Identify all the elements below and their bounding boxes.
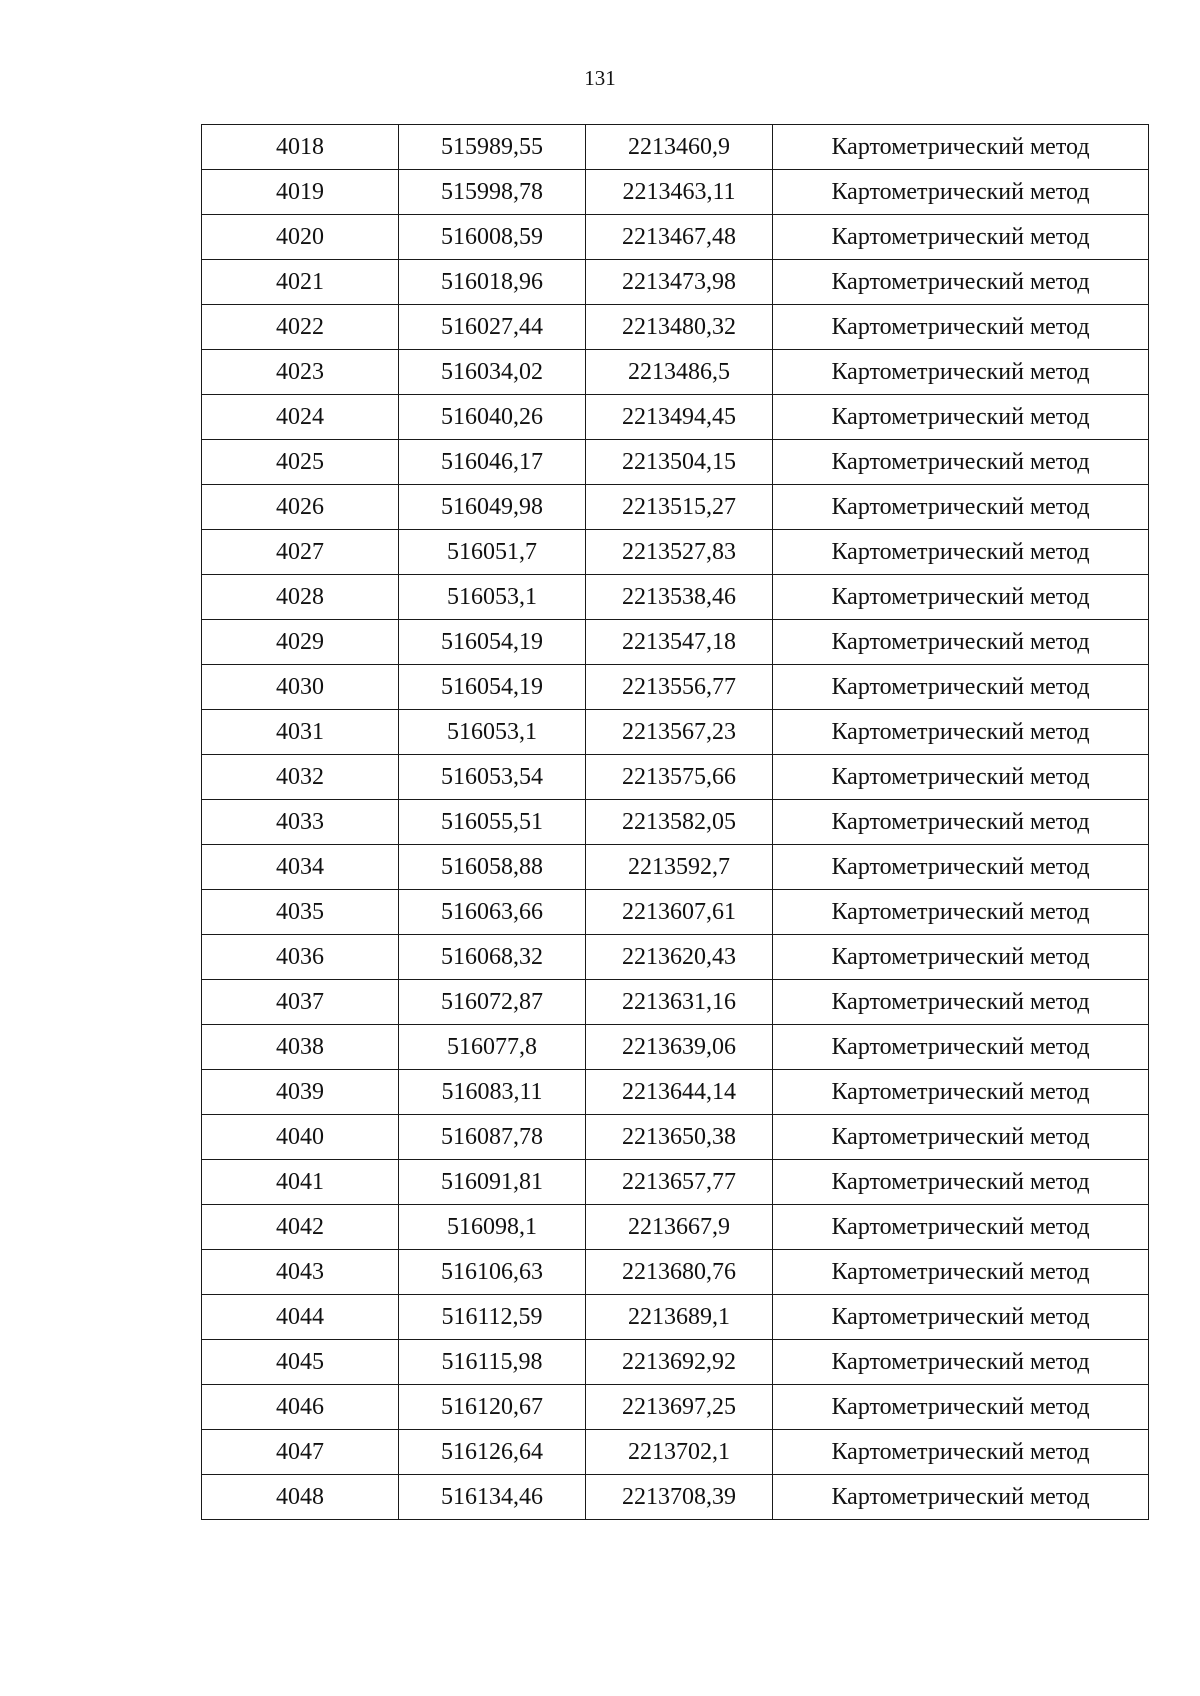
table-row (202, 1250, 1149, 1295)
method-cell: Картометрический метод (773, 575, 1149, 620)
method-cell: Картометрический метод (773, 1295, 1149, 1340)
table-row (202, 620, 1149, 665)
method-cell: Картометрический метод (773, 845, 1149, 890)
table-row (202, 215, 1149, 260)
x-coordinate-cell: 516077,8 (399, 1025, 586, 1070)
y-coordinate-cell: 2213547,18 (586, 620, 773, 665)
y-coordinate-cell: 2213620,43 (586, 935, 773, 980)
point-number-cell: 4024 (202, 395, 399, 440)
x-coordinate-cell: 516046,17 (399, 440, 586, 485)
table-row (202, 935, 1149, 980)
x-coordinate-cell: 516063,66 (399, 890, 586, 935)
table-row (202, 1475, 1149, 1520)
y-coordinate-cell: 2213473,98 (586, 260, 773, 305)
coordinates-table (201, 124, 1149, 1520)
x-coordinate-cell: 516072,87 (399, 980, 586, 1025)
y-coordinate-cell: 2213504,15 (586, 440, 773, 485)
table-row (202, 1115, 1149, 1160)
table-row (202, 395, 1149, 440)
y-coordinate-cell: 2213463,11 (586, 170, 773, 215)
method-cell: Картометрический метод (773, 980, 1149, 1025)
table-row (202, 980, 1149, 1025)
x-coordinate-cell: 516058,88 (399, 845, 586, 890)
x-coordinate-cell: 516115,98 (399, 1340, 586, 1385)
x-coordinate-cell: 516018,96 (399, 260, 586, 305)
table-row (202, 800, 1149, 845)
y-coordinate-cell: 2213582,05 (586, 800, 773, 845)
method-cell: Картометрический метод (773, 350, 1149, 395)
point-number-cell: 4047 (202, 1430, 399, 1475)
table-row (202, 170, 1149, 215)
x-coordinate-cell: 516112,59 (399, 1295, 586, 1340)
point-number-cell: 4031 (202, 710, 399, 755)
method-cell: Картометрический метод (773, 1115, 1149, 1160)
table-row (202, 1295, 1149, 1340)
point-number-cell: 4043 (202, 1250, 399, 1295)
y-coordinate-cell: 2213556,77 (586, 665, 773, 710)
method-cell: Картометрический метод (773, 800, 1149, 845)
point-number-cell: 4023 (202, 350, 399, 395)
point-number-cell: 4039 (202, 1070, 399, 1115)
table-row (202, 485, 1149, 530)
y-coordinate-cell: 2213702,1 (586, 1430, 773, 1475)
x-coordinate-cell: 516126,64 (399, 1430, 586, 1475)
table-row (202, 1160, 1149, 1205)
method-cell: Картометрический метод (773, 665, 1149, 710)
y-coordinate-cell: 2213527,83 (586, 530, 773, 575)
point-number-cell: 4045 (202, 1340, 399, 1385)
point-number-cell: 4044 (202, 1295, 399, 1340)
method-cell: Картометрический метод (773, 305, 1149, 350)
y-coordinate-cell: 2213692,92 (586, 1340, 773, 1385)
method-cell: Картометрический метод (773, 485, 1149, 530)
table-row (202, 1430, 1149, 1475)
point-number-cell: 4042 (202, 1205, 399, 1250)
y-coordinate-cell: 2213697,25 (586, 1385, 773, 1430)
method-cell: Картометрический метод (773, 395, 1149, 440)
table-row (202, 125, 1149, 170)
x-coordinate-cell: 516091,81 (399, 1160, 586, 1205)
y-coordinate-cell: 2213607,61 (586, 890, 773, 935)
table-row (202, 710, 1149, 755)
point-number-cell: 4041 (202, 1160, 399, 1205)
method-cell: Картометрический метод (773, 890, 1149, 935)
y-coordinate-cell: 2213680,76 (586, 1250, 773, 1295)
x-coordinate-cell: 515998,78 (399, 170, 586, 215)
y-coordinate-cell: 2213708,39 (586, 1475, 773, 1520)
coordinates-table-body (202, 125, 1149, 1520)
y-coordinate-cell: 2213467,48 (586, 215, 773, 260)
x-coordinate-cell: 516083,11 (399, 1070, 586, 1115)
y-coordinate-cell: 2213689,1 (586, 1295, 773, 1340)
method-cell: Картометрический метод (773, 1250, 1149, 1295)
point-number-cell: 4020 (202, 215, 399, 260)
table-row (202, 530, 1149, 575)
x-coordinate-cell: 516053,1 (399, 575, 586, 620)
point-number-cell: 4025 (202, 440, 399, 485)
point-number-cell: 4048 (202, 1475, 399, 1520)
x-coordinate-cell: 516087,78 (399, 1115, 586, 1160)
y-coordinate-cell: 2213494,45 (586, 395, 773, 440)
x-coordinate-cell: 516053,54 (399, 755, 586, 800)
method-cell: Картометрический метод (773, 215, 1149, 260)
point-number-cell: 4046 (202, 1385, 399, 1430)
y-coordinate-cell: 2213657,77 (586, 1160, 773, 1205)
y-coordinate-cell: 2213538,46 (586, 575, 773, 620)
table-row (202, 1070, 1149, 1115)
point-number-cell: 4033 (202, 800, 399, 845)
method-cell: Картометрический метод (773, 170, 1149, 215)
method-cell: Картометрический метод (773, 125, 1149, 170)
method-cell: Картометрический метод (773, 1340, 1149, 1385)
x-coordinate-cell: 516120,67 (399, 1385, 586, 1430)
method-cell: Картометрический метод (773, 530, 1149, 575)
table-row (202, 845, 1149, 890)
point-number-cell: 4027 (202, 530, 399, 575)
table-row (202, 890, 1149, 935)
point-number-cell: 4018 (202, 125, 399, 170)
page-number: 131 (584, 66, 616, 90)
x-coordinate-cell: 516049,98 (399, 485, 586, 530)
y-coordinate-cell: 2213644,14 (586, 1070, 773, 1115)
x-coordinate-cell: 516106,63 (399, 1250, 586, 1295)
point-number-cell: 4038 (202, 1025, 399, 1070)
table-row (202, 665, 1149, 710)
method-cell: Картометрический метод (773, 1385, 1149, 1430)
method-cell: Картометрический метод (773, 1070, 1149, 1115)
point-number-cell: 4032 (202, 755, 399, 800)
x-coordinate-cell: 516034,02 (399, 350, 586, 395)
point-number-cell: 4034 (202, 845, 399, 890)
method-cell: Картометрический метод (773, 260, 1149, 305)
y-coordinate-cell: 2213667,9 (586, 1205, 773, 1250)
y-coordinate-cell: 2213460,9 (586, 125, 773, 170)
table-row (202, 755, 1149, 800)
point-number-cell: 4028 (202, 575, 399, 620)
point-number-cell: 4036 (202, 935, 399, 980)
x-coordinate-cell: 516040,26 (399, 395, 586, 440)
y-coordinate-cell: 2213567,23 (586, 710, 773, 755)
x-coordinate-cell: 516054,19 (399, 620, 586, 665)
x-coordinate-cell: 516027,44 (399, 305, 586, 350)
method-cell: Картометрический метод (773, 935, 1149, 980)
x-coordinate-cell: 516055,51 (399, 800, 586, 845)
point-number-cell: 4029 (202, 620, 399, 665)
point-number-cell: 4019 (202, 170, 399, 215)
table-row (202, 1340, 1149, 1385)
table-row (202, 350, 1149, 395)
method-cell: Картометрический метод (773, 1025, 1149, 1070)
point-number-cell: 4035 (202, 890, 399, 935)
method-cell: Картометрический метод (773, 1430, 1149, 1475)
x-coordinate-cell: 516008,59 (399, 215, 586, 260)
point-number-cell: 4022 (202, 305, 399, 350)
table-row (202, 1025, 1149, 1070)
method-cell: Картометрический метод (773, 440, 1149, 485)
y-coordinate-cell: 2213575,66 (586, 755, 773, 800)
point-number-cell: 4021 (202, 260, 399, 305)
y-coordinate-cell: 2213639,06 (586, 1025, 773, 1070)
method-cell: Картометрический метод (773, 755, 1149, 800)
y-coordinate-cell: 2213486,5 (586, 350, 773, 395)
point-number-cell: 4040 (202, 1115, 399, 1160)
point-number-cell: 4026 (202, 485, 399, 530)
table-row (202, 305, 1149, 350)
method-cell: Картометрический метод (773, 710, 1149, 755)
x-coordinate-cell: 516068,32 (399, 935, 586, 980)
table-row (202, 440, 1149, 485)
method-cell: Картометрический метод (773, 1160, 1149, 1205)
x-coordinate-cell: 516051,7 (399, 530, 586, 575)
method-cell: Картометрический метод (773, 1475, 1149, 1520)
y-coordinate-cell: 2213650,38 (586, 1115, 773, 1160)
y-coordinate-cell: 2213515,27 (586, 485, 773, 530)
y-coordinate-cell: 2213631,16 (586, 980, 773, 1025)
x-coordinate-cell: 516134,46 (399, 1475, 586, 1520)
y-coordinate-cell: 2213592,7 (586, 845, 773, 890)
x-coordinate-cell: 516098,1 (399, 1205, 586, 1250)
table-row (202, 575, 1149, 620)
table-row (202, 260, 1149, 305)
x-coordinate-cell: 516054,19 (399, 665, 586, 710)
x-coordinate-cell: 516053,1 (399, 710, 586, 755)
method-cell: Картометрический метод (773, 1205, 1149, 1250)
y-coordinate-cell: 2213480,32 (586, 305, 773, 350)
x-coordinate-cell: 515989,55 (399, 125, 586, 170)
method-cell: Картометрический метод (773, 620, 1149, 665)
table-row (202, 1385, 1149, 1430)
table-row (202, 1205, 1149, 1250)
point-number-cell: 4030 (202, 665, 399, 710)
point-number-cell: 4037 (202, 980, 399, 1025)
